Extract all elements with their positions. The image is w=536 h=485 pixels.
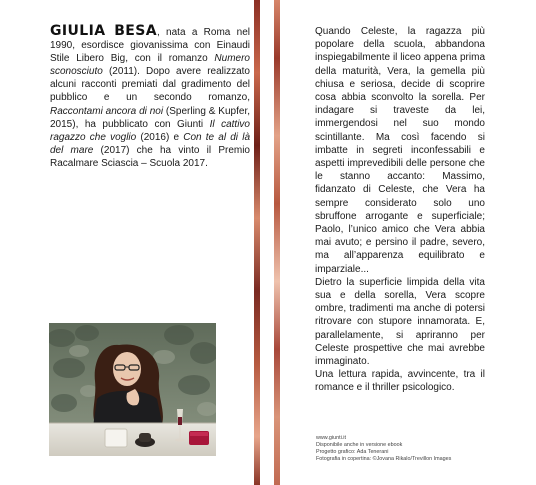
author-bio-text — [50, 27, 250, 169]
book-spine — [250, 0, 284, 485]
author-name: GIULIA BESA — [50, 23, 157, 39]
bio-text-segment: , nata a Roma nel 1990, esordisce giovanissima con Einaudi Stile Libero Big, con il romanzo — [50, 27, 250, 65]
spine-strip-right — [274, 0, 280, 485]
book-synopsis — [315, 25, 485, 395]
synopsis-paragraph: Dietro la superficie limpida della vita sua e della sorella, Vera scopre ombre, tradimenti ma anche di potersi ritrovare con stupore innamorata. E, parallelamente, si apriranno per Celeste prospettive che mai avrebbe immaginato. — [315, 276, 485, 368]
bio-text-segment: (2011). Dopo avere realizzato alcuni racconti premiati dal gradimento del pubblico e un secondo romanzo, — [50, 66, 250, 104]
bio-text-segment: (Sperling & Kupfer, 2015), ha pubblicato con Giunti — [50, 105, 250, 130]
synopsis-paragraph: Quando Celeste, la ragazza più popolare della scuola, abbandona inspiegabilmente il liceo appena prima della maturità, Vera, la gemella più chiusa e seriosa, decide di scoprire cosa abbia sconvolto la sorella. Per indagare si traveste da lei, immergendosi nel suo mondo scintillante. Ma così facendo si imbatte in segreti inconfessabili e aspetti imprevedibili delle persone che le stanno accanto: Massimo, fidanzato di Celeste, che Vera ha sempre considerato solo uno sbruffone arrogante e superficiale; Paolo, l’unico amico che Vera abbia mai avuto; e persino il padre, severo, ma all’apparenza equilibrato e imparziale... — [315, 26, 485, 275]
author-photo — [49, 323, 216, 456]
publisher-website: www.giunti.it — [316, 435, 346, 441]
bio-book-title: Numero sconosciuto — [50, 53, 250, 78]
spine-strip-left — [254, 0, 260, 485]
ebook-note: Disponibile anche in versione ebook — [316, 442, 403, 448]
design-credit: Progetto grafico: Ada Tenerani — [316, 449, 389, 455]
publisher-credits — [316, 435, 506, 463]
author-bio — [50, 25, 250, 170]
bio-text-segment: (2016) e — [136, 131, 184, 143]
photo-credit: Fotografia in copertina: ©Jovana Rikalo/Trevillon Images — [316, 456, 452, 462]
bio-book-title: Raccontami ancora di noi — [50, 105, 164, 117]
bio-book-title: Con te al di là del mare — [50, 131, 250, 156]
bio-book-title: Il cattivo ragazzo che voglio — [50, 118, 250, 143]
bio-text-segment: (2017) che ha vinto il Premio Racalmare Sciascia – Scuola 2017. — [50, 144, 250, 169]
synopsis-paragraph: Una lettura rapida, avvincente, tra il romance e il thriller psicologico. — [315, 369, 485, 394]
